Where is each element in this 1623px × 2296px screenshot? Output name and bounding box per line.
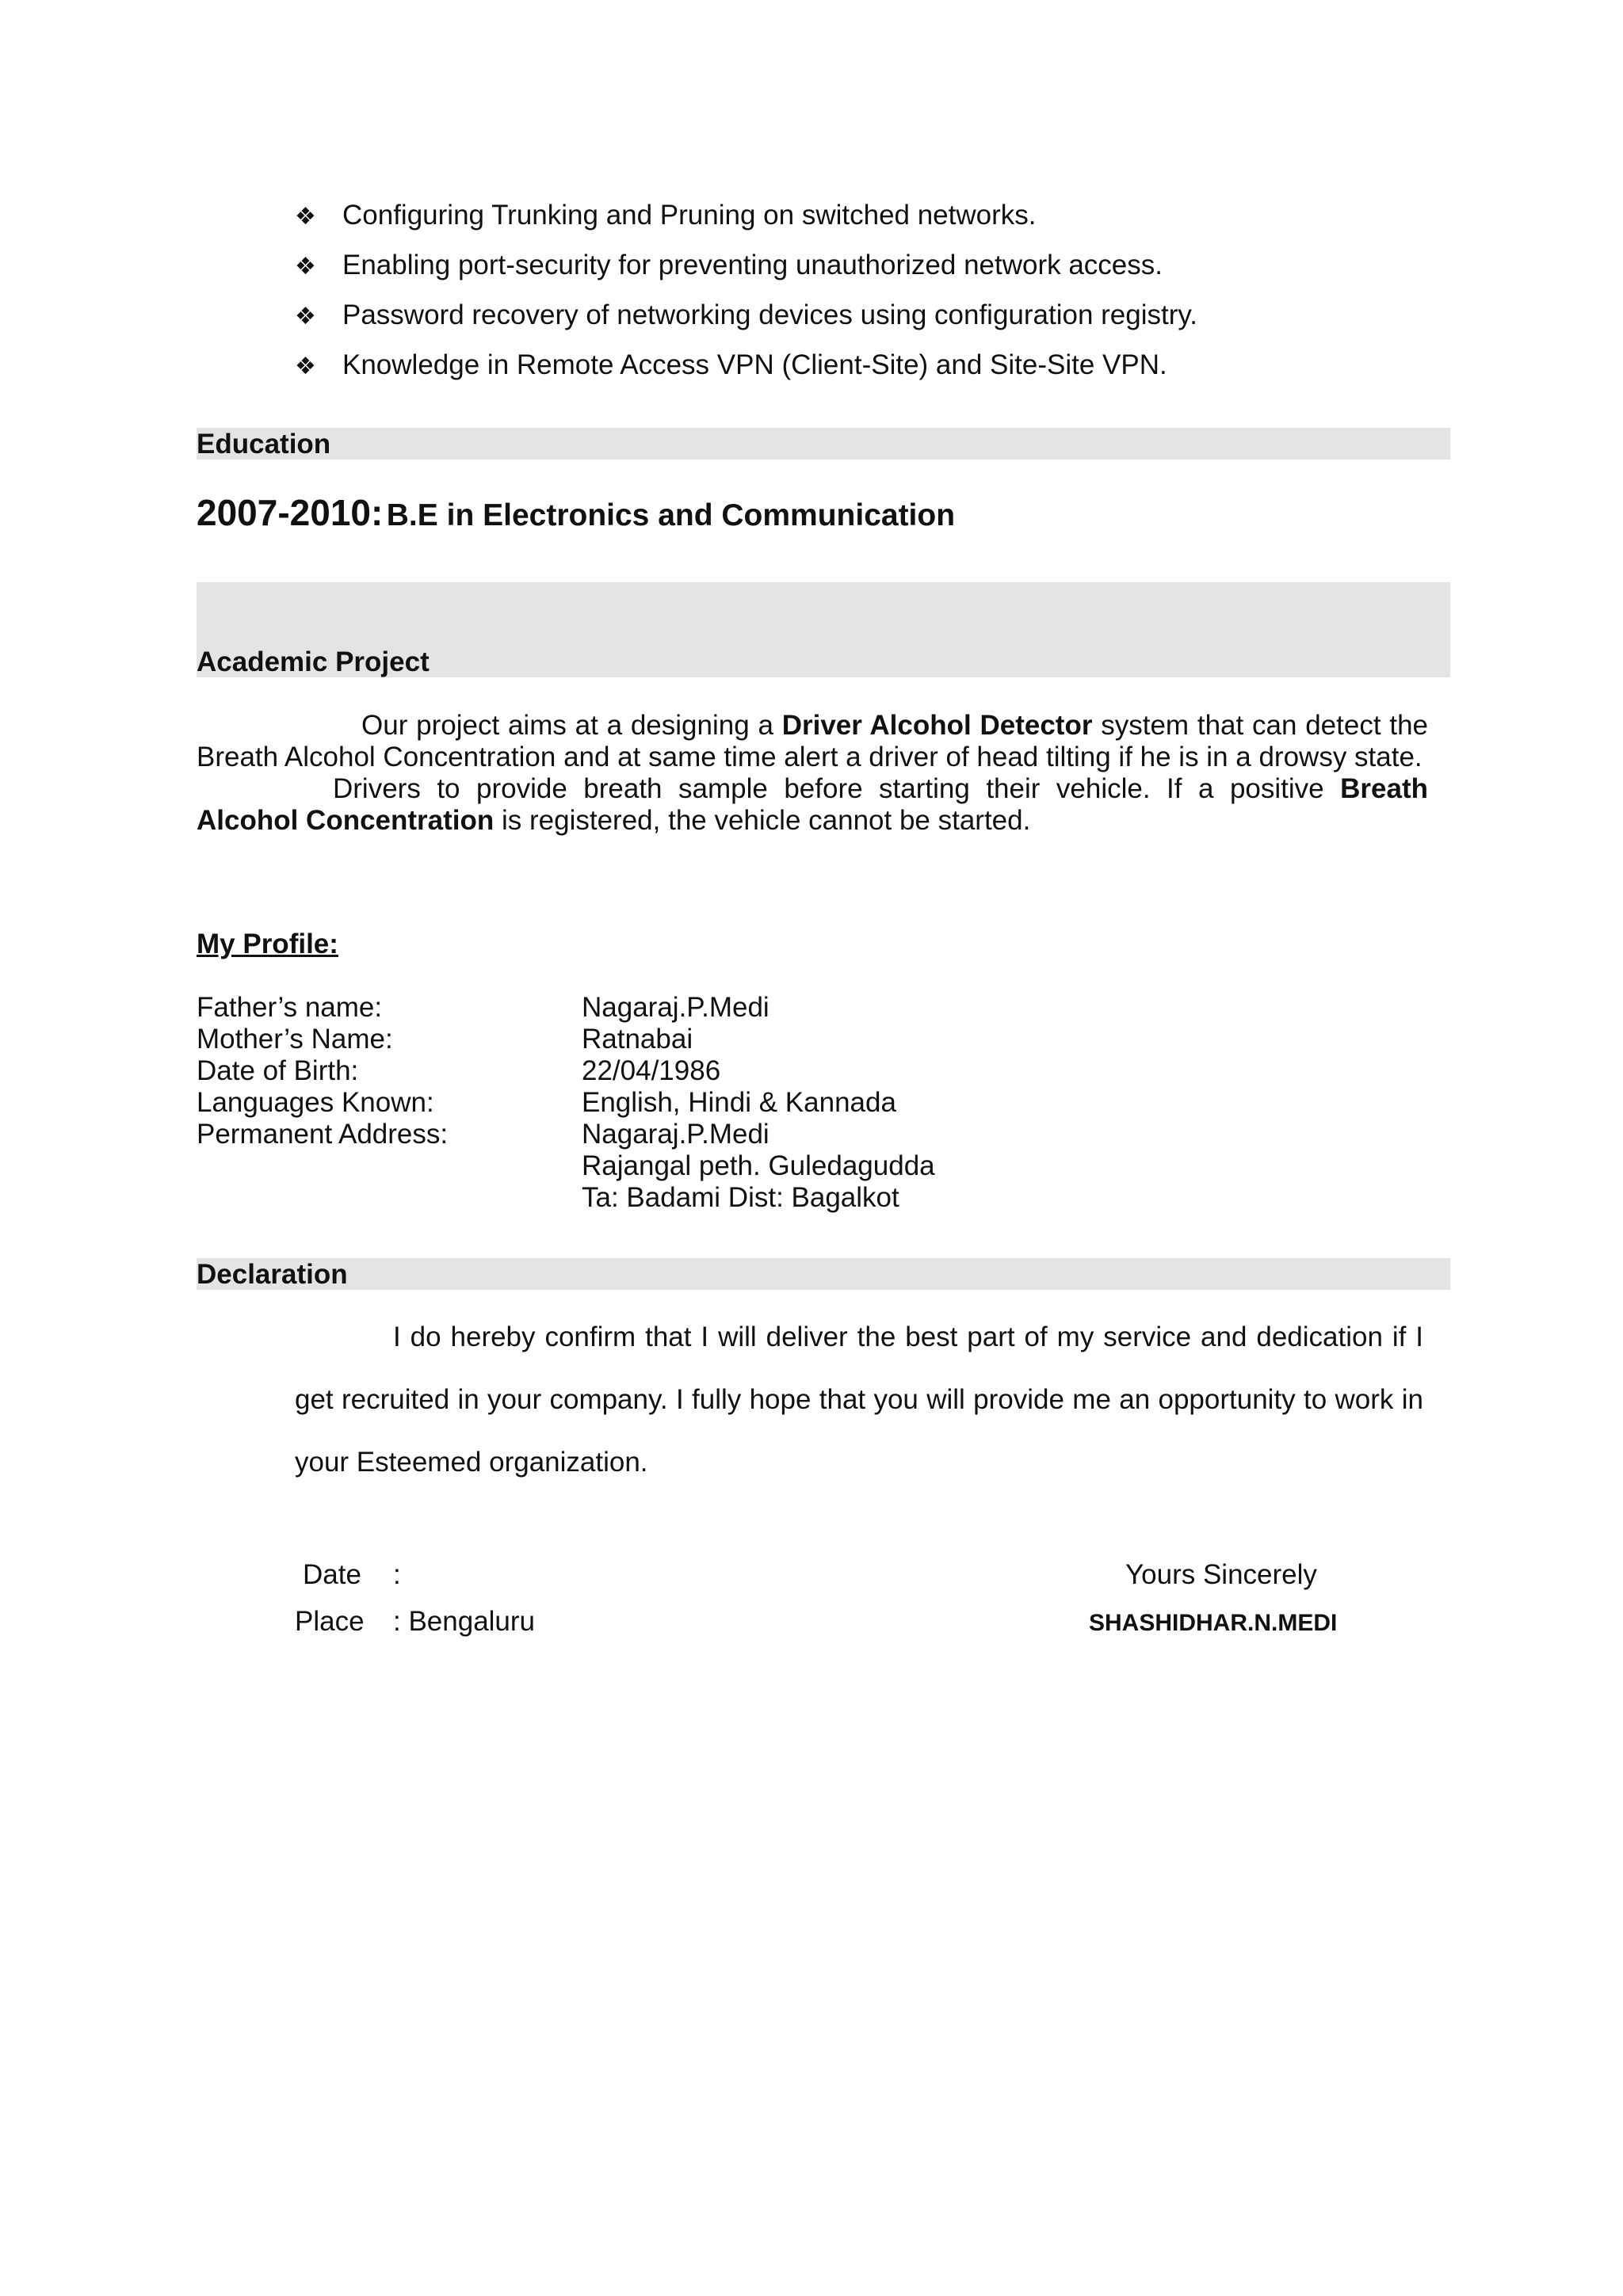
degree-line <box>197 491 955 534</box>
date-separator: : <box>393 1559 401 1590</box>
dob-label: Date of Birth: <box>197 1055 359 1086</box>
text: Drivers to provide breath sample before starting their vehicle. If a positive <box>333 773 1341 804</box>
mothers-name-label: Mother’s Name: <box>197 1024 393 1055</box>
fathers-name-value: Nagaraj.P.Medi <box>582 992 769 1023</box>
skill-bullet <box>295 348 1167 384</box>
project-paragraph-1 <box>197 710 1428 773</box>
languages-value: English, Hindi & Kannada <box>582 1087 896 1118</box>
declaration-paragraph: I do hereby confirm that I will deliver the best part of my service and dedication if I get recruited in your company. I fully hope that you will provide me an opportunity to work in your Esteemed organization. <box>295 1322 1423 1478</box>
diamond-bullet-icon: ❖ <box>295 303 316 330</box>
languages-label: Languages Known: <box>197 1087 434 1118</box>
skill-bullet <box>295 248 1163 284</box>
skill-bullet <box>295 298 1197 334</box>
bullet-text: Password recovery of networking devices using configuration registry. <box>342 299 1198 330</box>
place-value: : Bengaluru <box>393 1606 536 1637</box>
academic-project-heading: Academic Project <box>197 646 430 677</box>
declaration-text <box>295 1306 1423 1493</box>
text: is registered, the vehicle cannot be started. <box>494 805 1031 836</box>
text: Our project aims at a designing a <box>361 710 782 741</box>
dob-value: 22/04/1986 <box>582 1055 721 1086</box>
declaration-heading: Declaration <box>197 1259 348 1290</box>
declaration-bar <box>197 1258 1450 1290</box>
bullet-text: Configuring Trunking and Pruning on switched networks. <box>342 200 1037 231</box>
place-label: Place <box>295 1606 365 1637</box>
signatory-name: SHASHIDHAR.N.MEDI <box>1089 1610 1338 1636</box>
bold-text: Driver Alcohol Detector <box>781 710 1093 741</box>
mothers-name-value: Ratnabai <box>582 1024 693 1055</box>
project-paragraph-2 <box>197 773 1428 837</box>
diamond-bullet-icon: ❖ <box>295 353 316 380</box>
address-line-2: Rajangal peth. Guledagudda <box>582 1150 935 1181</box>
degree-title: B.E in Electronics and Communication <box>386 498 956 532</box>
skill-bullet <box>295 198 1037 235</box>
date-label: Date <box>303 1559 361 1590</box>
address-label: Permanent Address: <box>197 1119 449 1150</box>
project-description <box>197 710 1428 837</box>
text: system that can detect the Breath Alcohol Concentration and at same time alert a driver of head tilting if he is in a drowsy state. <box>197 710 1428 772</box>
degree-years: 2007-2010: <box>197 492 384 533</box>
closing-text: Yours Sincerely <box>1125 1559 1317 1590</box>
fathers-name-label: Father’s name: <box>197 992 383 1023</box>
address-line-1: Nagaraj.P.Medi <box>582 1119 769 1150</box>
diamond-bullet-icon: ❖ <box>295 203 316 231</box>
bullet-text: Enabling port-security for preventing unauthorized network access. <box>342 250 1163 280</box>
education-heading: Education <box>197 429 331 460</box>
diamond-bullet-icon: ❖ <box>295 253 316 280</box>
profile-heading: My Profile: <box>197 929 338 959</box>
education-bar <box>197 428 1450 460</box>
bullet-text: Knowledge in Remote Access VPN (Client-Site) and Site-Site VPN. <box>342 349 1167 380</box>
bold-text: Breath Alcohol Concentration <box>197 773 1428 836</box>
address-line-3: Ta: Badami Dist: Bagalkot <box>582 1182 899 1213</box>
